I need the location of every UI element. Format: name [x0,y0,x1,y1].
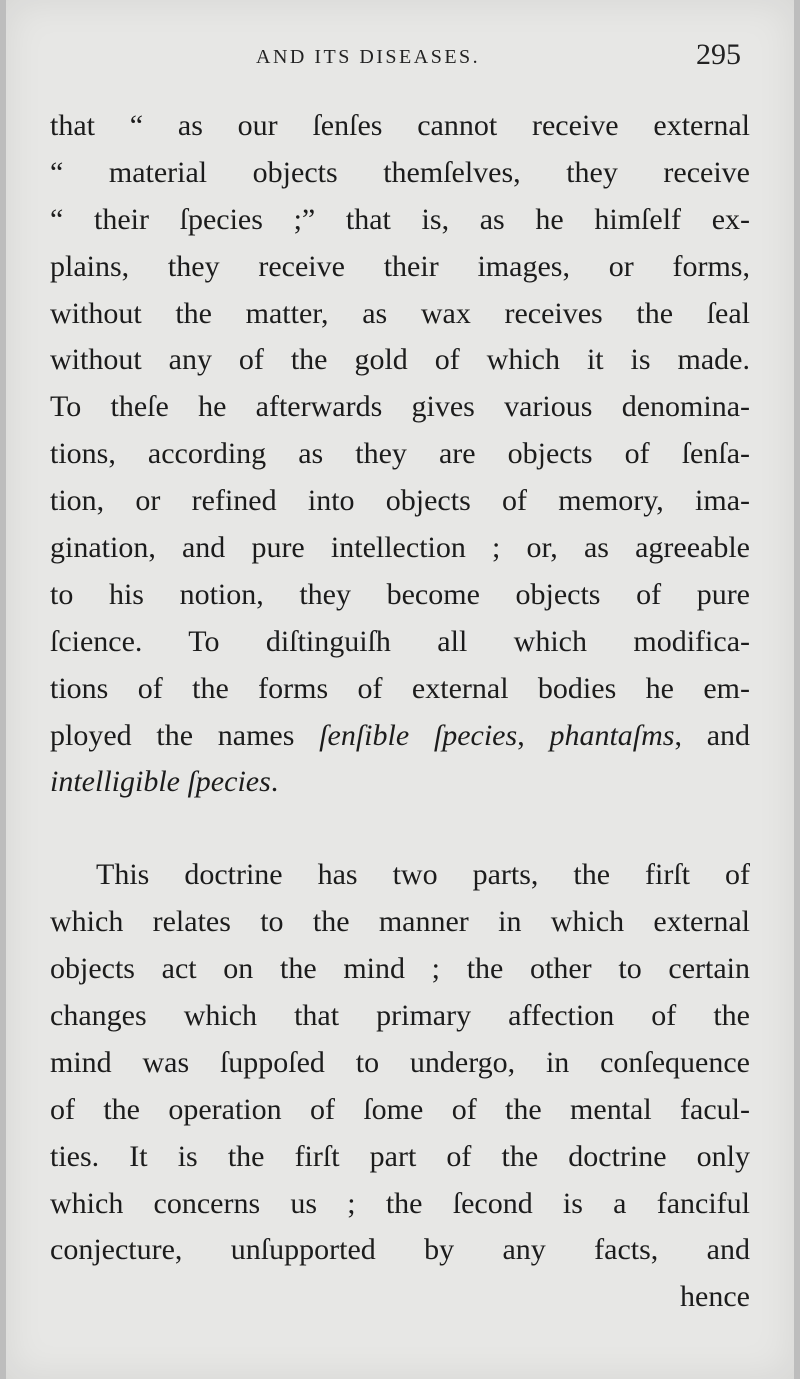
text-line: tions of the forms of external bodies he em- [50,671,750,705]
text-line: mind was ſuppoſed to undergo, in conſequence [50,1045,750,1079]
text-run: , [517,718,550,752]
page-number: 295 [696,38,741,71]
paragraph-2 [50,852,750,1321]
text-line: that “ as our ſenſes cannot receive external [50,109,750,142]
text-line: “ material objects themſelves, they receive [50,155,750,189]
text-line: gination, and pure intellection ; or, as agreeable [50,531,750,565]
running-head: AND ITS DISEASES. [256,46,481,68]
text-line-last [50,759,750,806]
text-line-with-italics [50,713,750,760]
page-header [6,38,794,80]
text-line-indented: This doctrine has two parts, the firſt of [96,858,750,892]
text-line: ſcience. To diſtinguiſh all which modifica- [50,624,750,658]
italic-term-intelligible-species: intelligible ſpecies [50,765,271,799]
text-line: To theſe he afterwards gives various denomina- [50,390,750,424]
text-line: plains, they receive their images, or forms, [50,249,750,283]
text-run: ployed the names [50,718,320,752]
italic-term-sensible-species: ſenſible ſpecies [319,718,518,752]
text-line: of the operation of ſome of the mental facul- [50,1092,750,1126]
text-line: which concerns us ; the ſecond is a fanciful [50,1186,750,1220]
paragraph-1 [50,103,750,806]
text-line: tions, according as they are objects of ſenſa- [50,437,750,471]
text-line: to his notion, they become objects of pure [50,577,750,611]
catchword: hence [680,1280,750,1314]
text-line: objects act on the mind ; the other to certain [50,952,750,986]
body-text [50,103,750,1321]
paragraph-gap [50,806,750,852]
text-line: without any of the gold of which it is made. [50,343,750,377]
book-page [6,0,794,1379]
text-run: . [270,765,279,799]
text-line: changes which that primary affection of the [50,999,750,1033]
text-line: “ their ſpecies ;” that is, as he himſelf ex- [50,202,750,236]
text-run: , and [674,718,751,752]
text-line: conjecture, unſupported by any facts, and [50,1233,750,1267]
text-line: which relates to the manner in which external [50,905,750,939]
text-line: tion, or refined into objects of memory, ima- [50,484,750,518]
text-line: without the matter, as wax receives the ſeal [50,296,750,330]
text-line: ties. It is the firſt part of the doctrine only [50,1139,750,1173]
italic-term-phantasms: phantaſms [549,718,675,752]
